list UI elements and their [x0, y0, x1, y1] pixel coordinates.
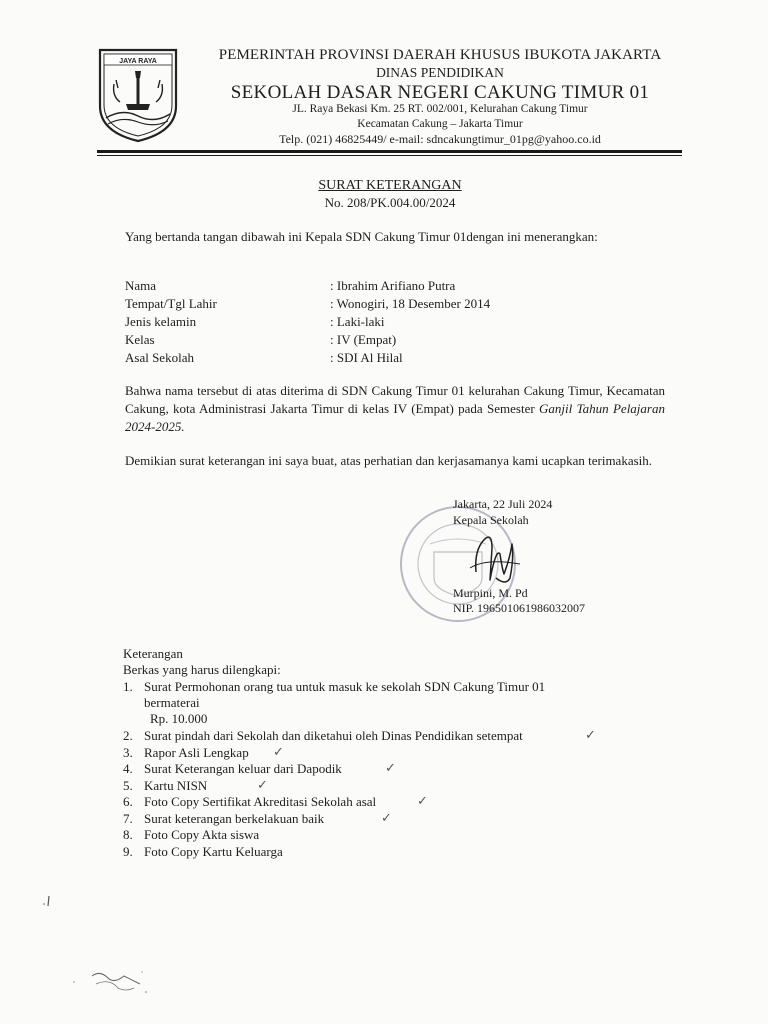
signature-role: Kepala Sekolah: [453, 513, 529, 527]
letterhead-rule-thick: [97, 150, 682, 153]
list-item-text: Surat pindah dari Sekolah dan diketahui oleh Dinas Pendidikan setempat: [144, 728, 523, 743]
jaya-raya-logo: [96, 44, 180, 144]
identity-value: : Laki-laki: [330, 314, 385, 329]
list-item-text: Foto Copy Akta siswa: [144, 827, 260, 842]
list-item-number: 7.: [123, 810, 133, 826]
body-paragraph: [125, 382, 665, 436]
identity-value: : SDI Al Hilal: [330, 350, 403, 365]
letterhead-district: Kecamatan Cakung – Jakarta Timur: [357, 118, 523, 130]
check-mark-icon: ✓: [381, 810, 392, 826]
list-item-number: 6.: [123, 794, 133, 809]
check-mark-icon: ✓: [417, 794, 428, 809]
letterhead-contact: Telp. (021) 46825449/ e-mail: sdncakungtimur_01pg@yahoo.co.id: [279, 132, 601, 146]
check-mark-icon: ✓: [273, 744, 284, 760]
identity-row-gender: [125, 313, 625, 331]
identity-row-origin-school: [125, 349, 625, 367]
student-identity: [125, 277, 625, 367]
list-item-number: 3.: [123, 744, 133, 760]
svg-text:JAYA RAYA: JAYA RAYA: [119, 58, 157, 65]
list-item-number: 1.: [123, 679, 133, 694]
list-item-text: Foto Copy Kartu Keluarga: [144, 843, 283, 859]
check-mark-icon: ✓: [585, 728, 596, 743]
check-mark-icon: ✓: [385, 761, 396, 776]
identity-label: Asal Sekolah: [125, 350, 194, 365]
signature: [466, 528, 526, 590]
list-item-number: 5.: [123, 777, 133, 793]
letterhead-school-name: SEKOLAH DASAR NEGERI CAKUNG TIMUR 01: [230, 82, 650, 103]
signatory-nip: NIP. 196501061986032007: [453, 601, 586, 615]
letter-title: SURAT KETERANGAN: [318, 178, 462, 193]
letterhead-government: PEMERINTAH PROVINSI DAERAH KHUSUS IBUKOTA JAKARTA: [218, 47, 662, 63]
letterhead-department: DINAS PENDIDIKAN: [376, 65, 504, 80]
body-text: Bahwa nama tersebut di atas diterima di SDN Cakung Timur 01 kelurahan Cakung Timur, Kecamatan Cakung, kota Administrasi Jakarta Timur di kelas IV (Empat) pada Semester: [125, 383, 665, 416]
list-item-number: 8.: [123, 827, 133, 842]
letterhead-rule-thin: [97, 155, 682, 156]
identity-value: : Wonogiri, 18 Desember 2014: [330, 296, 491, 311]
list-item-text: Kartu NISN: [144, 777, 208, 793]
identity-label: Kelas: [125, 332, 155, 347]
identity-label: Nama: [125, 278, 157, 293]
list-item-text: Surat Permohonan orang tua untuk masuk ke sekolah SDN Cakung Timur 01: [144, 679, 546, 694]
list-item-number: 9.: [123, 843, 133, 859]
closing-paragraph: Demikian surat keterangan ini saya buat, atas perhatian dan kerjasamanya kami ucapkan terimakasih.: [125, 453, 653, 468]
scan-specks: [0, 880, 768, 1024]
list-item-continuation: bermaterai: [144, 695, 200, 710]
signatory-name: Murpini, M. Pd: [453, 586, 528, 600]
list-item-text: Foto Copy Sertifikat Akreditasi Sekolah asal: [144, 794, 377, 809]
signature-place-date: Jakarta, 22 Juli 2024: [453, 497, 553, 511]
letter-number: No. 208/PK.004.00/2024: [324, 195, 456, 210]
body-text-italic: Ganjil Tahun Pelajaran 2024-2025.: [125, 401, 665, 434]
identity-row-class: [125, 331, 625, 349]
check-mark-icon: ✓: [257, 777, 268, 793]
identity-label: Jenis kelamin: [125, 314, 197, 329]
list-item-continuation-amount: Rp. 10.000: [150, 711, 208, 726]
list-item-number: 2.: [123, 728, 133, 743]
identity-label: Tempat/Tgl Lahir: [125, 296, 217, 311]
list-item-text: Surat Keterangan keluar dari Dapodik: [144, 761, 342, 776]
identity-row-birth: [125, 295, 625, 313]
identity-value: : IV (Empat): [330, 332, 397, 347]
notes-heading: Keterangan: [123, 646, 183, 661]
list-item-number: 4.: [123, 761, 133, 776]
identity-value: : Ibrahim Arifiano Putra: [330, 278, 456, 293]
identity-row-name: [125, 277, 625, 295]
notes-subheading: Berkas yang harus dilengkapi:: [123, 662, 281, 677]
intro-paragraph: Yang bertanda tangan dibawah ini Kepala SDN Cakung Timur 01dengan ini menerangkan:: [125, 229, 598, 244]
letterhead-address: JL. Raya Bekasi Km. 25 RT. 002/001, Kelurahan Cakung Timur: [292, 103, 588, 115]
list-item-text: Rapor Asli Lengkap: [144, 744, 249, 760]
list-item-text: Surat keterangan berkelakuan baik: [144, 810, 325, 826]
